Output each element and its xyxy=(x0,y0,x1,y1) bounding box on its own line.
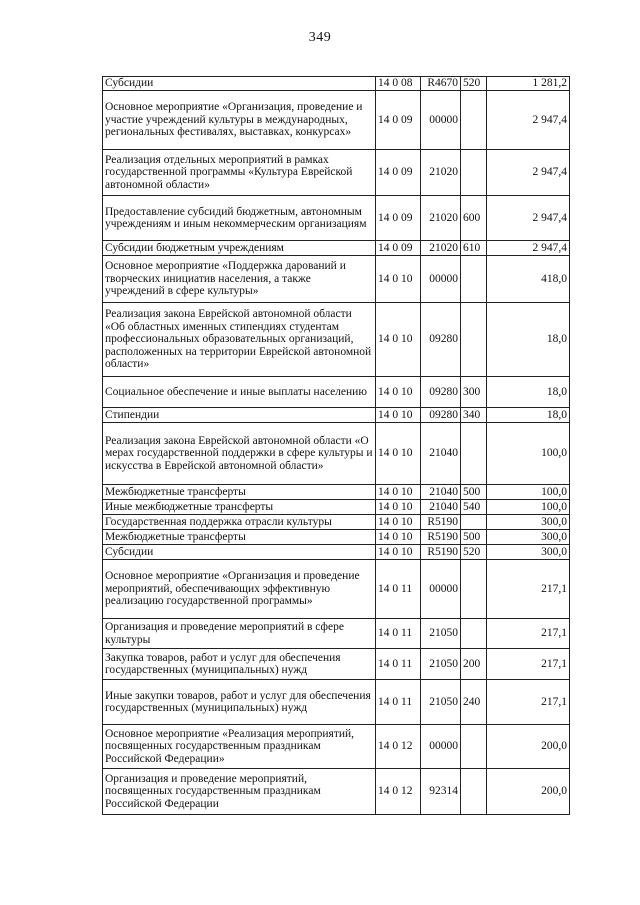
row-section-cell: 14 0 12 xyxy=(376,769,421,815)
row-expense-type-cell: 240 xyxy=(461,680,487,725)
row-section-cell: 14 0 10 xyxy=(376,545,421,560)
table-row xyxy=(103,150,570,196)
row-expense-type-cell xyxy=(461,150,487,196)
row-code-cell: R5190 xyxy=(421,515,461,530)
row-name-cell: Основное мероприятие «Реализация мероприятий, посвященных государственным праздникам Российской Федерации» xyxy=(103,725,376,769)
row-section-cell: 14 0 10 xyxy=(376,423,421,485)
row-name-cell: Иные закупки товаров, работ и услуг для обеспечения государственных (муниципальных) нужд xyxy=(103,680,376,725)
row-sum-cell: 100,0 xyxy=(487,423,570,485)
budget-table xyxy=(102,76,570,815)
row-section-cell: 14 0 10 xyxy=(376,408,421,423)
table-row xyxy=(103,560,570,619)
row-sum-cell: 300,0 xyxy=(487,530,570,545)
row-section-cell: 14 0 10 xyxy=(376,515,421,530)
row-expense-type-cell: 540 xyxy=(461,500,487,515)
row-sum-cell: 18,0 xyxy=(487,303,570,377)
row-name-cell: Иные межбюджетные трансферты xyxy=(103,500,376,515)
table-row xyxy=(103,77,570,91)
row-sum-cell: 217,1 xyxy=(487,649,570,680)
row-sum-cell: 217,1 xyxy=(487,680,570,725)
row-sum-cell: 300,0 xyxy=(487,545,570,560)
row-code-cell: 09280 xyxy=(421,303,461,377)
row-expense-type-cell xyxy=(461,769,487,815)
table-row xyxy=(103,515,570,530)
table-row xyxy=(103,680,570,725)
row-section-cell: 14 0 11 xyxy=(376,560,421,619)
row-code-cell: 92314 xyxy=(421,769,461,815)
row-sum-cell: 300,0 xyxy=(487,515,570,530)
row-section-cell: 14 0 11 xyxy=(376,649,421,680)
row-code-cell: 21050 xyxy=(421,649,461,680)
row-sum-cell: 200,0 xyxy=(487,725,570,769)
budget-table-body xyxy=(103,77,570,815)
row-name-cell: Субсидии xyxy=(103,545,376,560)
row-section-cell: 14 0 11 xyxy=(376,680,421,725)
row-expense-type-cell xyxy=(461,619,487,649)
row-code-cell: 00000 xyxy=(421,256,461,303)
row-sum-cell: 18,0 xyxy=(487,408,570,423)
row-expense-type-cell: 500 xyxy=(461,530,487,545)
row-section-cell: 14 0 08 xyxy=(376,77,421,91)
table-row xyxy=(103,649,570,680)
table-row xyxy=(103,256,570,303)
row-name-cell: Закупка товаров, работ и услуг для обеспечения государственных (муниципальных) нужд xyxy=(103,649,376,680)
row-sum-cell: 2 947,4 xyxy=(487,241,570,256)
row-name-cell: Организация и проведение мероприятий в сфере культуры xyxy=(103,619,376,649)
row-name-cell: Основное мероприятие «Организация, проведение и участие учреждений культуры в международных, региональных фестивалях, выставках, конкурсах» xyxy=(103,91,376,150)
table-row xyxy=(103,423,570,485)
table-row xyxy=(103,725,570,769)
row-sum-cell: 2 947,4 xyxy=(487,150,570,196)
row-sum-cell: 100,0 xyxy=(487,500,570,515)
row-section-cell: 14 0 10 xyxy=(376,485,421,500)
row-code-cell: 21020 xyxy=(421,196,461,241)
row-expense-type-cell xyxy=(461,423,487,485)
row-section-cell: 14 0 10 xyxy=(376,530,421,545)
row-name-cell: Социальное обеспечение и иные выплаты населению xyxy=(103,377,376,408)
row-code-cell: 09280 xyxy=(421,408,461,423)
row-expense-type-cell: 500 xyxy=(461,485,487,500)
row-section-cell: 14 0 10 xyxy=(376,256,421,303)
row-sum-cell: 200,0 xyxy=(487,769,570,815)
row-expense-type-cell xyxy=(461,91,487,150)
table-row xyxy=(103,530,570,545)
table-row xyxy=(103,500,570,515)
row-name-cell: Межбюджетные трансферты xyxy=(103,530,376,545)
table-row xyxy=(103,408,570,423)
row-name-cell: Стипендии xyxy=(103,408,376,423)
row-sum-cell: 217,1 xyxy=(487,619,570,649)
table-row xyxy=(103,241,570,256)
row-section-cell: 14 0 11 xyxy=(376,619,421,649)
row-sum-cell: 2 947,4 xyxy=(487,91,570,150)
row-sum-cell: 418,0 xyxy=(487,256,570,303)
row-expense-type-cell: 600 xyxy=(461,196,487,241)
row-expense-type-cell xyxy=(461,303,487,377)
row-code-cell: R5190 xyxy=(421,545,461,560)
row-code-cell: 21020 xyxy=(421,150,461,196)
row-name-cell: Реализация закона Еврейской автономной области «Об областных именных стипендиях студентам профессиональных образовательных организаций, расположенных на территории Еврейской автономной области» xyxy=(103,303,376,377)
row-sum-cell: 18,0 xyxy=(487,377,570,408)
row-expense-type-cell: 340 xyxy=(461,408,487,423)
row-sum-cell: 1 281,2 xyxy=(487,77,570,91)
row-name-cell: Субсидии xyxy=(103,77,376,91)
row-code-cell: R4670 xyxy=(421,77,461,91)
page-number: 349 xyxy=(308,30,332,45)
row-expense-type-cell: 520 xyxy=(461,77,487,91)
row-name-cell: Межбюджетные трансферты xyxy=(103,485,376,500)
table-row xyxy=(103,91,570,150)
row-code-cell: 21040 xyxy=(421,485,461,500)
row-sum-cell: 2 947,4 xyxy=(487,196,570,241)
table-row xyxy=(103,377,570,408)
row-code-cell: 21050 xyxy=(421,619,461,649)
table-row xyxy=(103,485,570,500)
row-code-cell: 21020 xyxy=(421,241,461,256)
row-expense-type-cell: 610 xyxy=(461,241,487,256)
row-code-cell: 00000 xyxy=(421,560,461,619)
row-expense-type-cell: 520 xyxy=(461,545,487,560)
row-expense-type-cell xyxy=(461,725,487,769)
row-name-cell: Предоставление субсидий бюджетным, автономным учреждениям и иным некоммерческим организациям xyxy=(103,196,376,241)
table-row xyxy=(103,619,570,649)
row-name-cell: Основное мероприятие «Организация и проведение мероприятий, обеспечивающих эффективную реализацию государственной программы» xyxy=(103,560,376,619)
table-row xyxy=(103,303,570,377)
table-row xyxy=(103,545,570,560)
row-name-cell: Субсидии бюджетным учреждениям xyxy=(103,241,376,256)
row-expense-type-cell xyxy=(461,560,487,619)
row-code-cell: 21040 xyxy=(421,500,461,515)
row-section-cell: 14 0 09 xyxy=(376,91,421,150)
row-name-cell: Реализация закона Еврейской автономной области «О мерах государственной поддержки в сфере культуры и искусства в Еврейской автономной области» xyxy=(103,423,376,485)
row-code-cell: 00000 xyxy=(421,725,461,769)
row-expense-type-cell xyxy=(461,256,487,303)
row-expense-type-cell: 300 xyxy=(461,377,487,408)
row-sum-cell: 100,0 xyxy=(487,485,570,500)
row-name-cell: Организация и проведение мероприятий, посвященных государственным праздникам Российской Федерации xyxy=(103,769,376,815)
row-section-cell: 14 0 09 xyxy=(376,241,421,256)
row-name-cell: Основное мероприятие «Поддержка дарований и творческих инициатив населения, а также учреждений в сфере культуры» xyxy=(103,256,376,303)
row-section-cell: 14 0 10 xyxy=(376,377,421,408)
row-section-cell: 14 0 09 xyxy=(376,150,421,196)
row-code-cell: 21040 xyxy=(421,423,461,485)
row-code-cell: R5190 xyxy=(421,530,461,545)
row-section-cell: 14 0 12 xyxy=(376,725,421,769)
row-code-cell: 21050 xyxy=(421,680,461,725)
row-expense-type-cell: 200 xyxy=(461,649,487,680)
row-sum-cell: 217,1 xyxy=(487,560,570,619)
row-expense-type-cell xyxy=(461,515,487,530)
row-code-cell: 09280 xyxy=(421,377,461,408)
row-section-cell: 14 0 10 xyxy=(376,303,421,377)
row-name-cell: Реализация отдельных мероприятий в рамках государственной программы «Культура Еврейской автономной области» xyxy=(103,150,376,196)
row-code-cell: 00000 xyxy=(421,91,461,150)
row-section-cell: 14 0 10 xyxy=(376,500,421,515)
table-row xyxy=(103,769,570,815)
row-name-cell: Государственная поддержка отрасли культуры xyxy=(103,515,376,530)
table-row xyxy=(103,196,570,241)
row-section-cell: 14 0 09 xyxy=(376,196,421,241)
